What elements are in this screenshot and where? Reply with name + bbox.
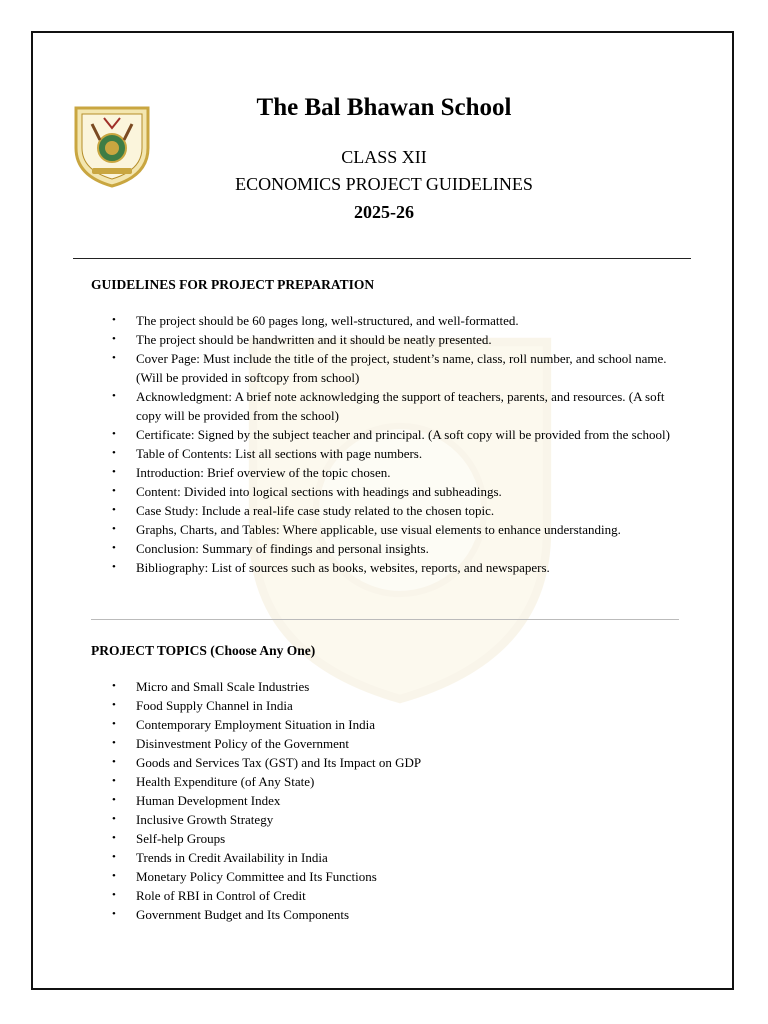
- list-item: • Monetary Policy Committee and Its Functions: [112, 869, 377, 884]
- list-item: • Acknowledgment: A brief note acknowledging the support of teachers, parents, and resources. (A soft copy will be provided from the school): [112, 389, 665, 423]
- list-item: • Inclusive Growth Strategy: [112, 812, 274, 827]
- bullet-icon: •: [112, 447, 116, 459]
- bullet-icon: •: [112, 756, 116, 768]
- bullet-icon: •: [112, 718, 116, 730]
- session-year: 2025-26: [354, 202, 414, 222]
- bullet-icon: •: [112, 794, 116, 806]
- list-item: • Certificate: Signed by the subject teacher and principal. (A soft copy will be provided from the school): [112, 427, 670, 442]
- bullet-icon: •: [112, 314, 116, 326]
- header-divider: [73, 258, 691, 259]
- list-item: • Contemporary Employment Situation in India: [112, 717, 376, 732]
- bullet-icon: •: [112, 542, 116, 554]
- bullet-icon: •: [112, 870, 116, 882]
- list-item: • Graphs, Charts, and Tables: Where applicable, use visual elements to enhance understanding.: [112, 522, 621, 537]
- list-item: • Trends in Credit Availability in India: [112, 850, 328, 865]
- bullet-icon: •: [112, 889, 116, 901]
- list-item: • Micro and Small Scale Industries: [112, 679, 310, 694]
- list-item: • Human Development Index: [112, 793, 281, 808]
- bullet-icon: •: [112, 813, 116, 825]
- list-item: • The project should be handwritten and it should be neatly presented.: [112, 332, 492, 347]
- guidelines-list: [91, 311, 676, 577]
- bullet-icon: •: [112, 485, 116, 497]
- list-item: • Content: Divided into logical sections with headings and subheadings.: [112, 484, 502, 499]
- bullet-icon: •: [112, 352, 116, 364]
- bullet-icon: •: [112, 832, 116, 844]
- bullet-icon: •: [112, 333, 116, 345]
- bullet-icon: •: [112, 428, 116, 440]
- list-item: • Case Study: Include a real-life case study related to the chosen topic.: [112, 503, 495, 518]
- list-item: • Government Budget and Its Components: [112, 907, 350, 922]
- bullet-icon: •: [112, 908, 116, 920]
- bullet-icon: •: [112, 737, 116, 749]
- topics-heading: PROJECT TOPICS (Choose Any One): [91, 643, 316, 658]
- section-divider: [91, 619, 679, 620]
- class-label: CLASS XII: [341, 147, 427, 167]
- bullet-icon: •: [112, 699, 116, 711]
- topics-list: [91, 677, 676, 924]
- list-item: • Introduction: Brief overview of the topic chosen.: [112, 465, 391, 480]
- list-item: • Cover Page: Must include the title of the project, student’s name, class, roll number, and school name. (Will be provided in softcopy from school): [112, 351, 667, 385]
- bullet-icon: •: [112, 851, 116, 863]
- list-item: • Disinvestment Policy of the Government: [112, 736, 350, 751]
- bullet-icon: •: [112, 561, 116, 573]
- bullet-icon: •: [112, 390, 116, 402]
- list-item: • Self-help Groups: [112, 831, 226, 846]
- bullet-icon: •: [112, 523, 116, 535]
- bullet-icon: •: [112, 466, 116, 478]
- bullet-icon: •: [112, 680, 116, 692]
- list-item: • Table of Contents: List all sections with page numbers.: [112, 446, 423, 461]
- school-name: The Bal Bhawan School: [256, 94, 512, 121]
- list-item: • Role of RBI in Control of Credit: [112, 888, 306, 903]
- list-item: • Conclusion: Summary of findings and personal insights.: [112, 541, 429, 556]
- guidelines-heading: GUIDELINES FOR PROJECT PREPARATION: [91, 277, 375, 292]
- list-item: • Goods and Services Tax (GST) and Its Impact on GDP: [112, 755, 422, 770]
- document-title: ECONOMICS PROJECT GUIDELINES: [235, 174, 533, 194]
- list-item: • Bibliography: List of sources such as books, websites, reports, and newspapers.: [112, 560, 550, 575]
- bullet-icon: •: [112, 775, 116, 787]
- bullet-icon: •: [112, 504, 116, 516]
- list-item: • Health Expenditure (of Any State): [112, 774, 315, 789]
- list-item: • Food Supply Channel in India: [112, 698, 293, 713]
- list-item: • The project should be 60 pages long, well-structured, and well-formatted.: [112, 313, 519, 328]
